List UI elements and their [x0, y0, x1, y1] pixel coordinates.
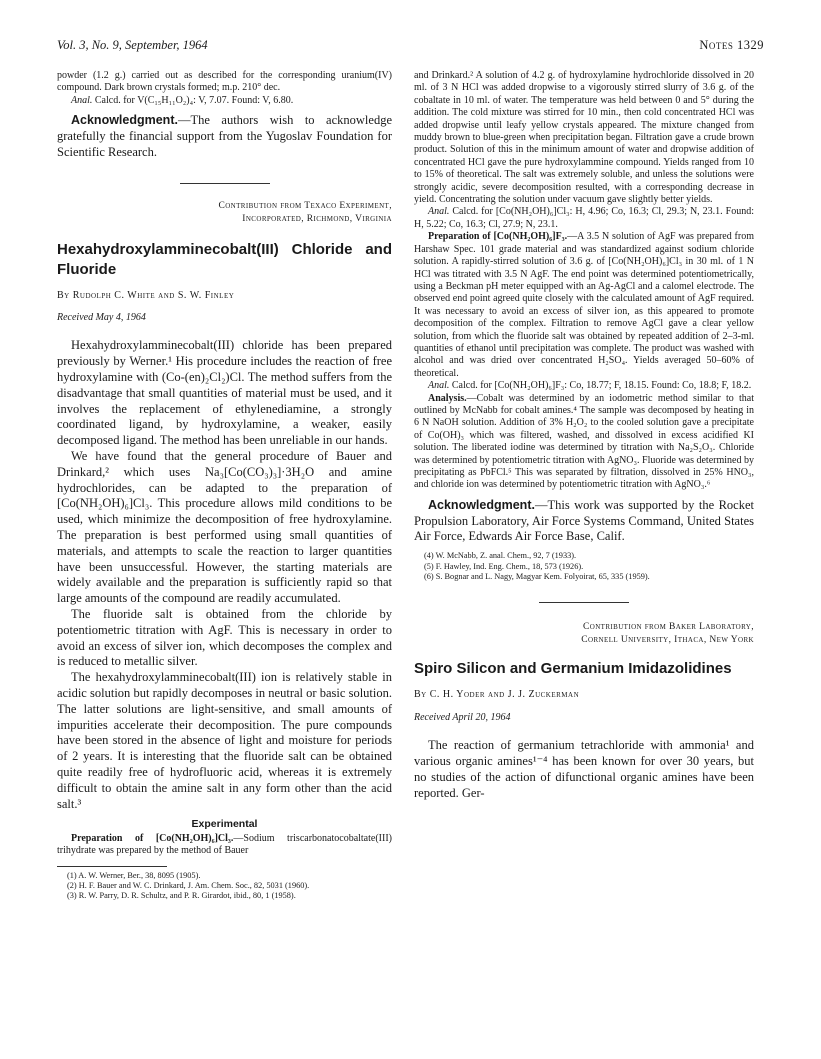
page-header — [57, 38, 764, 58]
article-byline: By C. H. Yoder and J. J. Zuckerman — [414, 689, 580, 701]
left-column — [57, 70, 392, 902]
footnote: (3) R. W. Parry, D. R. Schultz, and P. R. Girardot, ibid., 80, 1 (1958). — [67, 891, 296, 901]
contribution-affiliation: Contribution from Texaco Experiment, Incorporated, Richmond, Virginia — [218, 200, 392, 224]
analysis-label: Analysis. — [428, 392, 467, 404]
body-paragraph: The reaction of germanium tetrachloride with ammonia¹ and various organic amines¹⁻⁴ has been known for over 30 years, but no studies of the action of difunctional organic amines have been reported. Ger- — [414, 738, 754, 800]
acknowledgment-paragraph: Acknowledgment.—This work was supported by the Rocket Propulsion Laboratory, Air Force Systems Command, United States Air Force, Edwards Air Force Base, Calif. — [414, 497, 754, 544]
article-title: Hexahydroxylamminecobalt(III) Chloride and Fluoride — [57, 240, 392, 278]
footnote: (1) A. W. Werner, Ber., 38, 8095 (1905). — [67, 870, 201, 880]
preparation-paragraph: Preparation of [Co(NH₂OH)₆]F₃.—A 3.5 N solution of AgF was prepared from Harshaw Spec. 101 grade material and was standardized against sodium chloride solution. A rapidly-stirred solution of 3.6 g. of [Co(NH₂OH)₆]Cl₃ in 30 ml. of 1 N HCl was titrated with 3.5 N AgF. The end point was determined potentiometrically, using a Beckman pH meter equipped with an Ag-AgCl and a calomel electrode. The observed end point agreed quite closely with the calculated amount of AgF required. It was necessary to avoid an excess of silver ion, as this appeared to promote decomposition of the complex. Filtration to remove AgCl gave a clear yellow solution, from which the fluoride salt was obtained by repeated addition of 2–3-ml. quantities of ethanol until precipitation was complete. The product was washed with alcohol and was dried over concentrated H₂SO₄. Yields averaged 50–60% of theoretical. — [414, 231, 754, 379]
analysis-paragraph: Analysis.—Cobalt was determined by an iodometric method similar to that outlined by McNabb for cobalt amines.⁴ The sample was decomposed by heating in 6 N NaOH solution. Addition of 3% H₂O₂ to the cooled solution gave a precipitate of Co(OH)₃ which was filtered, washed, and dissolved in excess acidified KI solution. The liberated iodine was determined by titration with Na₂S₂O₃. Chloride was determined by potentiometric titration with AgNO₃. Fluoride was determined by precipitating as PbFCl.⁵ This was separated by filtration, dissolved in 25% HNO₃, and chloride ion was determined by potentiometric titration with AgNO₃.⁶ — [414, 392, 754, 491]
body-paragraph: We have found that the general procedure of Bauer and Drinkard,² which uses Na₃[Co(CO₃)₃]·3H₂O and amine hydrochlorides, can be adapted to the preparation of [Co(NH₂OH)₆]Cl₃. This procedure allows mild conditions to be used, which minimize the decomposition of free hydroxylamine. The preparation is best performed using small quantities of materials, and attempts to scale the reaction to larger quantities have been unsuccessful. However, the starting materials are widely available and the preparation is sufficiently rapid so that large amounts of the compound are readily accumulated. — [57, 449, 392, 606]
footnote: (4) W. McNabb, Z. anal. Chem., 92, 7 (1933). — [424, 551, 577, 561]
article-title: Spiro Silicon and Germanium Imidazolidines — [414, 660, 732, 678]
body-paragraph: The hexahydroxylamminecobalt(III) ion is relatively stable in acidic solution but rapidly decomposes in neutral or basic solution. The latter solutions are light-sensitive, and small amounts of impurities accelerate their decomposition. The pure compounds have been stored in the absence of light and moisture for periods of 2 years. It is interesting that the fluoride salt can be obtained quite readily free of hydrofluoric acid, whereas it is extremely difficult to obtain the amine salt in any form other than the acid salt.³ — [57, 670, 392, 811]
acknowledgment-label: Acknowledgment. — [428, 497, 535, 512]
acknowledgment-paragraph: Acknowledgment.—The authors wish to acknowledge gratefully the financial support from the Yugoslav Foundation for Scientific Research. — [57, 113, 392, 159]
page-section-number: Notes 1329 — [699, 38, 764, 52]
preparation-label: Preparation of [Co(NH₂OH)₆]Cl₃. — [71, 832, 234, 844]
right-column — [414, 70, 754, 801]
preparation-label: Preparation of [Co(NH₂OH)₆]F₃. — [428, 231, 568, 243]
section-divider — [539, 602, 629, 603]
footnote: (6) S. Bognar and L. Nagy, Magyar Kem. Folyoirat, 65, 335 (1959). — [424, 572, 650, 582]
experimental-heading: Experimental — [191, 818, 258, 831]
footnote-divider — [57, 866, 167, 867]
footnote: (5) F. Hawley, Ind. Eng. Chem., 18, 573 (1926). — [424, 561, 584, 571]
previous-article-text: powder (1.2 g.) carried out as described for the corresponding uranium(IV) compound. Dark brown crystals formed; m.p. 210° dec. — [57, 70, 392, 94]
footnote: (2) H. F. Bauer and W. C. Drinkard, J. Am. Chem. Soc., 82, 5031 (1960). — [67, 880, 310, 890]
received-date: Received May 4, 1964 — [57, 312, 146, 324]
preparation-paragraph: Preparation of [Co(NH₂OH)₆]Cl₃.—Sodium triscarbonatocobaltate(III) trihydrate was prepared by the method of Bauer — [57, 832, 392, 857]
analysis-result: Anal. Calcd. for [Co(NH₂OH)₆]Cl₃: H, 4.96; Co, 16.3; Cl, 29.3; N, 23.1. Found: H, 5.22; Co, 16.3; Cl, 27.9; N, 23.1. — [414, 206, 754, 230]
article-byline: By Rudolph C. White and S. W. Finley — [57, 289, 235, 301]
contribution-affiliation: Contribution from Baker Laboratory, Cornell University, Ithaca, New York — [581, 622, 754, 646]
journal-issue: Vol. 3, No. 9, September, 1964 — [57, 38, 208, 52]
body-paragraph: The fluoride salt is obtained from the chloride by potentiometric titration with AgF. This is necessary in order to avoid an excess of silver ion, which decomposes the complex and is reduced to metallic silver. — [57, 606, 392, 669]
analysis-result: Anal. Calcd. for [Co(NH₂OH)₆]F₃: Co, 18.77; F, 18.15. Found: Co, 18.8; F, 18.2. — [428, 380, 752, 392]
body-paragraph: Hexahydroxylamminecobalt(III) chloride has been prepared previously by Werner.¹ His procedure includes the reaction of free hydroxylamine with (Co-(en)₂Cl₂)Cl. The method suffers from the disadvantage that small quantities of material must be used, and it involves the replacement of ethylenediamine, a strongly coordinated ligand, by hydroxylamine, a weaker, easily decomposed ligand. The method has been unreliable in our hands. — [57, 338, 392, 448]
procedure-paragraph: and Drinkard.² A solution of 4.2 g. of hydroxylamine hydrochloride dissolved in 20 ml. of 3 N HCl was added dropwise to a vigorously stirred slurry of 3.6 g. of the cobaltate in 10 ml. of water. The temperature was held between 0 and 5° during the addition. The cold mixture was stirred for 10 min., then cold concentrated HCl was added dropwise until leafy yellow crystals appeared. The mixture changed from muddy brown to blue-green when precipitation began. Filtration gave a crude brown product. Solution of this in the minimum amount of water and dropwise addition of concentrated HCl gave the pure hydroxylammine compound. Yields ranged from 10 to 15% of theoretical. The salt was extremely soluble, and unless the solutions were strongly acidic, severe decomposition resulted, with a corresponding decrease in yield. Concentrating the solution under vacuum gave slightly better yields. — [414, 70, 754, 206]
acknowledgment-label: Acknowledgment. — [71, 113, 178, 128]
previous-analysis: Anal. Calcd. for V(C₁₅H₁₁O₂)₄: V, 7.07. Found: V, 6.80. — [71, 94, 294, 106]
section-divider — [180, 183, 270, 184]
received-date: Received April 20, 1964 — [414, 711, 511, 723]
